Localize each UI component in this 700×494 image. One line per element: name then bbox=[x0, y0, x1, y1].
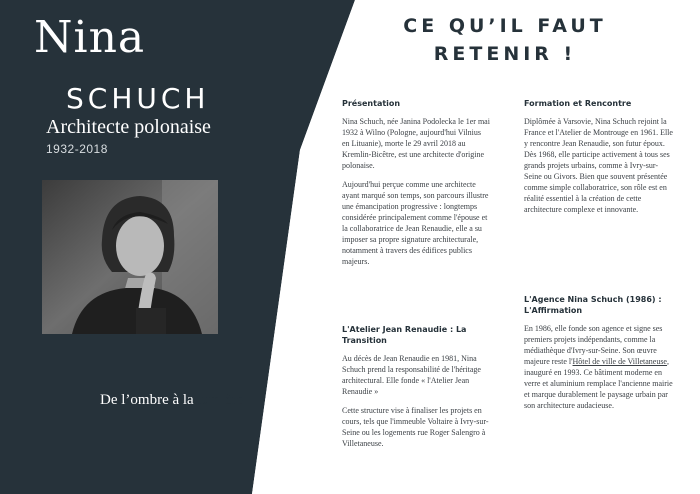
section-heading: L'Agence Nina Schuch (1986) : L'Affirmation bbox=[524, 295, 662, 315]
section-agence bbox=[524, 294, 674, 419]
life-years: 1932-2018 bbox=[46, 142, 108, 156]
page-title-line2: RETENIR ! bbox=[433, 43, 577, 65]
tagline bbox=[100, 392, 243, 409]
paragraph-text: En 1986, elle fonde son agence et signe ses premiers projets indépendants, comme la médiathèque d'Ivry-sur-Seine. Son œuvre majeure reste l' bbox=[524, 324, 663, 366]
hotel-de-ville-link[interactable]: Hôtel de ville de Villetaneuse bbox=[572, 357, 667, 366]
section-paragraph: Aujourd'hui perçue comme une architecte ayant marqué son temps, son parcours illustre une émancipation progressive : longtemps considérée principalement comme l'épouse et la collaboratrice de Jean Renaudie, elle a su imposer sa propre signature architecturale, notamment à travers des édifices publics majeurs. bbox=[342, 180, 489, 266]
portrait-photo bbox=[42, 180, 218, 334]
paragraph-text: , inauguré en 1993. Ce bâtiment moderne en verre et aluminium remplace l'ancienne mairie et marque durablement le paysage urbain par son architecture audacieuse. bbox=[524, 357, 673, 410]
section-presentation bbox=[342, 98, 490, 275]
section-paragraph: Nina Schuch, née Janina Podolecka le 1er mai 1932 à Wilno (Pologne, aujourd'hui Vilnius en Lituanie), morte le 29 avril 2018 au Kremlin-Bicêtre, est une architecte d'origine polonaise. bbox=[342, 117, 490, 170]
section-heading: Présentation bbox=[342, 99, 401, 108]
section-formation bbox=[524, 98, 674, 223]
role-subtitle: Architecte polonaise bbox=[46, 116, 211, 138]
first-name: Nina bbox=[34, 12, 146, 63]
page-title bbox=[380, 12, 630, 68]
section-paragraph bbox=[524, 323, 674, 411]
tagline-light-part: lumière bbox=[197, 392, 244, 408]
section-paragraph: Au décès de Jean Renaudie en 1981, Nina Schuch prend la responsabilité de l'héritage architectural. Elle fonde « l'Atelier Jean Renaudie » bbox=[342, 354, 481, 396]
section-paragraph: Diplômée à Varsovie, Nina Schuch rejoint la France et l'Atelier de Montrouge en 1961. Elle y rencontre Jean Renaudie, son futur époux. Dès 1968, elle participe activement à tous ses grands projets urbains, comme à Ivry-sur-Seine ou Givors. Bien que souvent présentée comme simple collaboratrice, son rôle est en réalité essentiel à la création de cette architecture complexe et innovante. bbox=[524, 117, 673, 214]
section-heading: L'Atelier Jean Renaudie : La Transition bbox=[342, 325, 467, 345]
section-atelier bbox=[342, 324, 490, 457]
last-name: SCHUCH bbox=[66, 82, 210, 115]
page-title-line1: CE QU’IL FAUT bbox=[403, 15, 607, 37]
tagline-dark-part: De l’ombre à la bbox=[100, 392, 194, 408]
section-heading: Formation et Rencontre bbox=[524, 99, 632, 108]
section-paragraph: Cette structure vise à finaliser les projets en cours, tels que l'immeuble Voltaire à Ivry-sur-Seine ou les logements rue Roger Salengro à Villetaneuse. bbox=[342, 406, 489, 448]
